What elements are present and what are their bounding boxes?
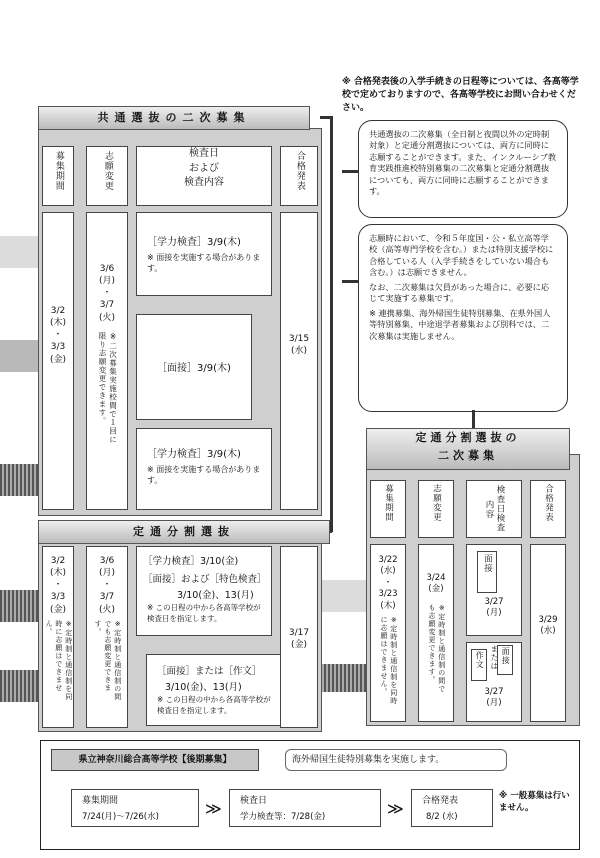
connector bbox=[342, 170, 358, 173]
band bbox=[0, 590, 40, 622]
s1-result: 3/15 (水) bbox=[280, 212, 318, 510]
h3-shigan: 志願変更 bbox=[418, 480, 454, 538]
s3-exam-a: 面接 3/27 (月) bbox=[466, 544, 522, 636]
bottom-box bbox=[40, 740, 580, 850]
s1-exam1: ［学力検査］3/9(木) ※ 面接を実施する場合があります。 bbox=[136, 212, 272, 296]
connector bbox=[320, 116, 330, 119]
s2-exam1: ［学力検査］3/10(金) ［面接］および［特色検査］ 3/10(金)、13(月) ※ この日程の中から各高等学校が検査日を指定します。 bbox=[136, 546, 272, 636]
arrow-icon: ≫ bbox=[387, 799, 404, 818]
band bbox=[0, 464, 40, 496]
h3-goukaku: 合格発表 bbox=[530, 480, 566, 538]
s2-change: 3/6 (月) ・ 3/7 (火) ※定時制と通信制の間でも志願変更できます。 bbox=[86, 546, 128, 728]
general-note: ※ 一般募集は行いません。 bbox=[499, 791, 570, 813]
s3-change: 3/24 (金) ※定時制と通信制の間でも志願変更できます。 bbox=[418, 544, 454, 722]
s2-result: 3/17 (金) bbox=[280, 546, 318, 728]
band bbox=[0, 236, 40, 268]
note-box-1: 共通選抜の二次募集（全日制と夜間以外の定時制対象）と定通分割選抜については、両方に同時に志願することができます。また、インクルーシブ教育実践推進校特別募集の二次募集と定通分割選抜についても、両方に同時に志願することができます。 bbox=[358, 120, 568, 218]
band bbox=[0, 670, 40, 702]
bottom-period: 募集期間 7/24(月)～7/26(水) bbox=[71, 789, 199, 827]
h3-kensa: 検査日検査内容 bbox=[466, 480, 522, 538]
s3-exam-b: 作文 面接 または 3/27 (月) bbox=[466, 642, 522, 722]
top-note: ※ 合格発表後の入学手続きの日程等については、各高等学校で定めておりますので、各高等学校にお問い合わせください。 bbox=[342, 77, 579, 114]
bottom-exam: 検査日 学力検査等：7/28(金) bbox=[229, 789, 381, 827]
band bbox=[0, 340, 40, 372]
connector bbox=[330, 116, 333, 532]
header-goukaku: 合格発表 bbox=[280, 146, 318, 206]
connector bbox=[342, 280, 358, 283]
header-kensa: 検査日 および 検査内容 bbox=[136, 146, 272, 206]
ribbon-teitsu: 定通分割選抜 bbox=[38, 520, 330, 544]
overseas-label: 海外帰国生徒特別募集を実施します。 bbox=[285, 749, 507, 771]
s1-change: 3/6 (月) ・ 3/7 (火) ※二次募集実施校間で１回に限り志願変更できます。 bbox=[86, 212, 128, 510]
ribbon-teitsu-niji: 定通分割選抜の 二次募集 bbox=[366, 428, 570, 470]
h3-boshu: 募集期間 bbox=[370, 480, 406, 538]
s2-exam3: ［面接］または［作文］ 3/10(金)、13(月) ※ この日程の中から各高等学校が検査日を指定します。 bbox=[146, 654, 282, 726]
header-shigan: 志願変更 bbox=[86, 146, 128, 206]
note-box-2: 志願時において、令和５年度国・公・私立高等学校（高等専門学校を含む。）または特別支援学校に合格している人（入学手続きをしていない場合も含む。）は志願できません。 なお、二次募集は欠員があった場合に、必要に応じて実施する募集です。 ※ 連携募集、海外帰国生徒特別募集、在県外国人等特別募集、中途退学者募集および別科では、二次募集は実施しません。 bbox=[358, 224, 568, 412]
ribbon-kyotsu: 共通選抜の二次募集 bbox=[38, 106, 310, 130]
s1-exam2: ［面接］3/9(木) bbox=[136, 314, 252, 420]
header-boshu: 募集期間 bbox=[42, 146, 74, 206]
s3-period: 3/22 (水) ・ 3/23 (木) ※定時制と通信制を同時に志願はできません。 bbox=[370, 544, 406, 722]
s1-exam3: ［学力検査］3/9(木) ※ 面接を実施する場合があります。 bbox=[136, 428, 272, 510]
s3-result: 3/29 (水) bbox=[530, 544, 566, 722]
school-label: 県立神奈川総合高等学校【後期募集】 bbox=[51, 749, 259, 771]
bottom-result: 合格発表 8/2 (水) bbox=[411, 789, 493, 827]
s2-period: 3/2 (木) ・ 3/3 (金) ※定時制と通信制を同時に志願はできません。 bbox=[42, 546, 74, 728]
connector bbox=[472, 410, 475, 428]
s1-period: 3/2 (木) ・ 3/3 (金) bbox=[42, 212, 74, 510]
arrow-icon: ≫ bbox=[205, 799, 222, 818]
